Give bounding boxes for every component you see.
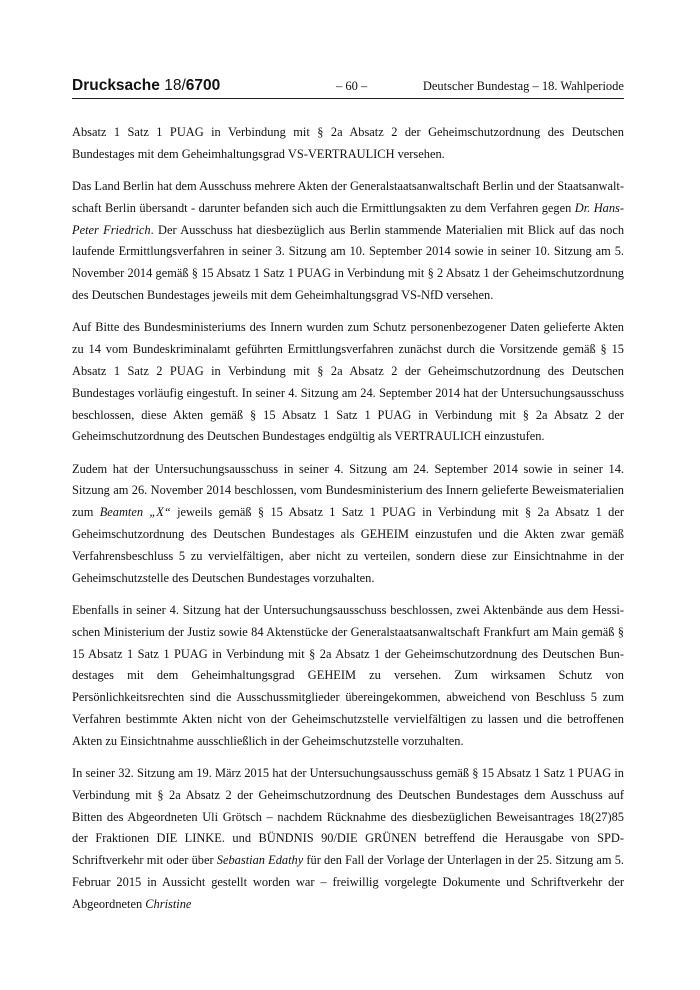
text-run: In seiner 32. Sitzung am 19. März 2015 hat der Untersuchungsausschuss gemäß § 15 Absatz 1 Satz 1 PUAG in Verbindung mit § 2a Absatz 2 der Geheimschutzordnung des Deutschen Bundestages dem Ausschuss auf Bitten des Abgeordneten Uli Grötsch – nachdem Rücknahme des diesbezüglichen Beweisantrages 18(27)85 der Fraktionen DIE LINKE. und BÜNDNIS 90/DIE GRÜNEN betreffend die Herausgabe von SPD-Schriftverkehr mit oder über	[72, 766, 624, 868]
text-run: Ebenfalls in seiner 4. Sitzung hat der Untersuchungsausschuss beschlossen, zwei Aktenbände aus dem Hessischen Ministerium der Justiz sowie 84 Aktenstücke der Generalstaatsanwaltschaft Frankfurt am Main gemäß § 15 Absatz 1 Satz 1 PUAG in Verbindung mit § 2a Absatz 1 der Geheimschutzordnung des Deutschen Bundestages mit dem Geheimhaltungsgrad GEHEIM zu versehen. Zum wirksamen Schutz von Persönlichkeitsrechten sind die Ausschussmitglieder übereingekommen, abweichend von Beschluss 5 zum Verfahren bestimmte Akten nicht von der Geheimschutzstelle vervielfältigen zu lassen und die betroffenen Akten zu Einsichtnahme ausschließlich in der Geheimschutzstelle vorzuhalten.	[72, 602, 624, 748]
paragraph	[72, 600, 624, 753]
document-number	[72, 77, 220, 95]
paragraph	[72, 122, 624, 166]
person-name: Sebastian Edathy	[216, 853, 304, 868]
parliament-period: Deutscher Bundestag – 18. Wahlperiode	[422, 79, 624, 93]
person-name: Dr. Hans-Peter Friedrich	[72, 200, 624, 237]
body-text	[72, 122, 624, 926]
paragraph	[72, 763, 624, 916]
document-number-suffix: 6700	[185, 77, 221, 94]
person-name: Beamten „X“	[99, 505, 171, 520]
text-run: Auf Bitte des Bundesministeriums des Innern wurden zum Schutz personenbezogener Daten gelieferte Akten zu 14 vom Bundeskriminalamt geführten Ermittlungsverfahren zunächst durch die Vorsitzende gemäß § 15 Absatz 1 Satz 2 PUAG in Verbindung mit § 2a Absatz 2 der Geheimschutzordnung des Deutschen Bundestages vorläufig eingestuft. In seiner 4. Sitzung am 24. September 2014 hat der Untersuchungsausschuss beschlossen, diese Akten gemäß § 15 Absatz 1 Satz 1 PUAG in Verbindung mit § 2a Absatz 2 der Geheimschutzordnung des Deutschen Bundestages endgültig als VERTRAULICH einzustufen.	[72, 320, 624, 444]
page-header	[72, 76, 624, 99]
person-name: Christine	[145, 896, 192, 911]
text-run: jeweils gemäß § 15 Absatz 1 Satz 1 PUAG in Verbindung mit § 2a Absatz 1 der Geheimschutzordnung des Deutschen Bundestages als GEHEIM einzustufen und die Akten zwar gemäß Verfahrensbeschluss 5 zu vervielfältigen, aber nicht zu verteilen, sondern diese zur Einsichtnahme in der Geheimschutzstelle des Deutschen Bundestages vorzuhalten.	[72, 505, 624, 585]
text-run: für den Fall der Vorlage der Unterlagen in der 25. Sitzung am 5. Februar 2015 in Aussicht gestellt worden war – freiwillig vorgelegte Dokumente und Schriftverkehr der Abgeordneten	[72, 853, 624, 911]
paragraph	[72, 317, 624, 448]
text-run: Das Land Berlin hat dem Ausschuss mehrere Akten der Generalstaatsanwaltschaft Berlin und der Staatsanwaltschaft Berlin übersandt - darunter befanden sich auch die Ermittlungsakten zu dem Verfahren gegen	[72, 179, 624, 215]
paragraph	[72, 459, 624, 590]
text-run: . Der Ausschuss hat diesbezüglich aus Berlin stammende Materialien mit Blick auf das noch laufende Ermittlungsverfahren in seiner 3. Sitzung am 10. September 2014 sowie in seiner 10. Sitzung am 5. November 2014 gemäß § 15 Absatz 1 Satz 1 PUAG in Verbindung mit § 2 Absatz 1 der Geheimschutzordnung des Deutschen Bundestages jeweils mit dem Geheimhaltungsgrad VS-NfD versehen.	[72, 222, 625, 303]
paragraph	[72, 176, 624, 307]
text-run: Zudem hat der Untersuchungsausschuss in seiner 4. Sitzung am 24. September 2014 sowie in seiner 14. Sitzung am 26. November 2014 beschlossen, vom Bundesministerium des Innern gelieferte Beweismaterialien zum	[72, 461, 624, 520]
text-run: Absatz 1 Satz 1 PUAG in Verbindung mit § 2a Absatz 2 der Geheimschutzordnung des Deutschen Bundestages mit dem Geheimhaltungsgrad VS-VERTRAULICH versehen.	[72, 125, 624, 161]
document-number-prefix: 18/	[164, 77, 186, 94]
document-label: Drucksache	[72, 77, 160, 94]
page-number: – 60 –	[336, 79, 368, 93]
